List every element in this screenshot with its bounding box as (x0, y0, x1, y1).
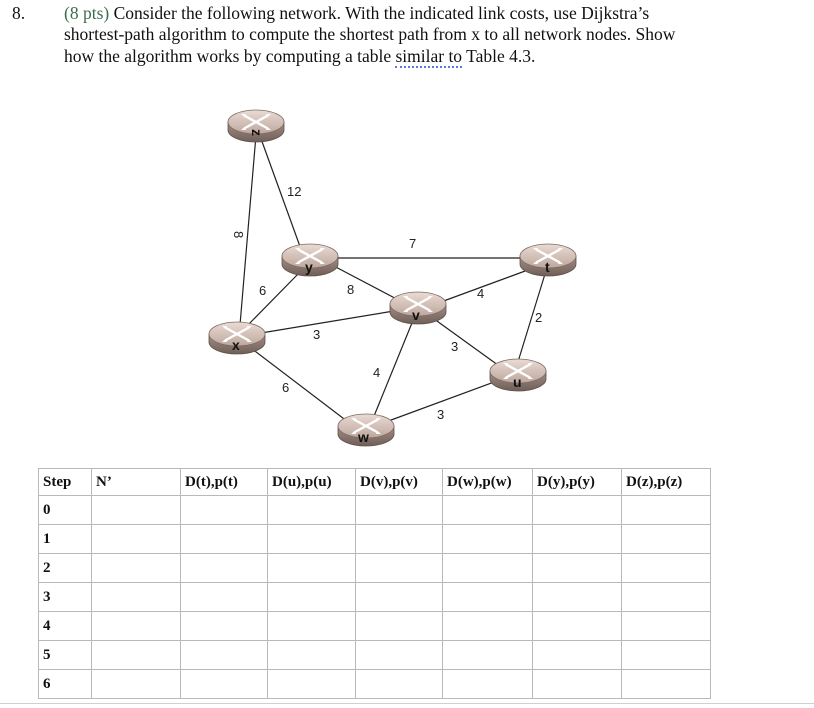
table-row (39, 612, 711, 641)
step-number: 5 (39, 641, 92, 670)
table-cell (443, 525, 533, 554)
step-number: 3 (39, 583, 92, 612)
table-row (39, 583, 711, 612)
link-x-w (247, 345, 352, 425)
router-w-label: w (358, 429, 369, 445)
question-line-2: shortest-path algorithm to compute the shortest path from x to all network nodes. Show (64, 24, 676, 44)
bottom-divider (0, 703, 814, 704)
table-cell (268, 554, 356, 583)
table-header-row (39, 469, 711, 496)
table-header-cell: D(y),p(y) (533, 469, 622, 496)
table-cell (533, 670, 622, 699)
table-cell (356, 583, 443, 612)
table-cell (268, 670, 356, 699)
router-x (209, 322, 265, 354)
question-line-3-end: Table 4.3. (462, 46, 536, 66)
step-number: 2 (39, 554, 92, 583)
router-z-label: z (249, 129, 265, 136)
step-number: 0 (39, 496, 92, 525)
router-v-label: v (412, 307, 420, 323)
table-cell (92, 496, 181, 525)
table-cell (268, 496, 356, 525)
cost-z-y: 12 (287, 184, 302, 199)
cost-w-u: 3 (437, 407, 445, 422)
cost-x-z: 8 (231, 231, 246, 239)
cost-y-t: 7 (409, 236, 417, 251)
table-cell (268, 583, 356, 612)
router-z (228, 110, 284, 142)
table-cell (356, 612, 443, 641)
table-cell (181, 496, 268, 525)
table-cell (533, 641, 622, 670)
router-y (282, 244, 338, 276)
dijkstra-table (38, 468, 711, 699)
step-number: 4 (39, 612, 92, 641)
table-body (39, 496, 711, 699)
router-y-label: y (305, 259, 313, 275)
table-cell (356, 554, 443, 583)
cost-y-v: 8 (347, 282, 355, 297)
cost-x-v: 3 (313, 327, 321, 342)
router-x-label: x (232, 337, 240, 353)
table-header-cell: D(z),p(z) (622, 469, 711, 496)
question-line-1-text: Consider the following network. With the indicated link costs, use Dijkstra’s (109, 3, 650, 23)
table-row (39, 554, 711, 583)
table-cell (356, 641, 443, 670)
link-x-z (240, 135, 256, 325)
table-header-cell: D(u),p(u) (268, 469, 356, 496)
question-line-3-start: how the algorithm works by computing a table (64, 46, 396, 66)
table-cell (443, 670, 533, 699)
table-cell (181, 641, 268, 670)
table-cell (181, 583, 268, 612)
table-cell (533, 496, 622, 525)
table-header-cell: D(t),p(t) (181, 469, 268, 496)
table-cell (443, 583, 533, 612)
step-number: 1 (39, 525, 92, 554)
table-cell (533, 583, 622, 612)
table-cell (443, 496, 533, 525)
router-w (338, 414, 394, 446)
link-x-y (245, 272, 300, 328)
table-header-cell: D(v),p(v) (356, 469, 443, 496)
table-cell (622, 641, 711, 670)
table-cell (622, 612, 711, 641)
table-cell (533, 525, 622, 554)
table-cell (356, 496, 443, 525)
table-cell (622, 496, 711, 525)
router-u-label: u (513, 374, 522, 390)
table-cell (356, 670, 443, 699)
question-number: 8. (12, 3, 26, 23)
cost-x-w: 6 (282, 380, 290, 395)
cost-v-u: 3 (451, 339, 459, 354)
router-u (490, 359, 546, 391)
table-cell (181, 554, 268, 583)
table-cell (533, 554, 622, 583)
table-cell (533, 612, 622, 641)
table-header-cell: Step (39, 469, 92, 496)
table-cell (92, 554, 181, 583)
router-t-label: t (545, 259, 550, 275)
link-v-u (430, 316, 502, 368)
step-number: 6 (39, 670, 92, 699)
table-cell (622, 670, 711, 699)
table-cell (268, 612, 356, 641)
table-row (39, 641, 711, 670)
table-cell (443, 612, 533, 641)
table-cell (181, 612, 268, 641)
table-cell (622, 525, 711, 554)
table-header-cell: N’ (92, 469, 181, 496)
cost-x-y: 6 (259, 283, 267, 298)
table-cell (268, 525, 356, 554)
table-cell (443, 554, 533, 583)
table-cell (622, 583, 711, 612)
router-v (390, 292, 446, 324)
table-cell (268, 641, 356, 670)
table-cell (92, 583, 181, 612)
table-row (39, 496, 711, 525)
cost-v-t: 4 (477, 286, 485, 301)
table-cell (443, 641, 533, 670)
table-cell (622, 554, 711, 583)
table-cell (356, 525, 443, 554)
table-cell (92, 670, 181, 699)
cost-w-v: 4 (373, 365, 381, 380)
table-cell (92, 525, 181, 554)
cost-t-u: 2 (535, 310, 543, 325)
table-header-cell: D(w),p(w) (443, 469, 533, 496)
table-row (39, 670, 711, 699)
question-points: (8 pts) (64, 3, 110, 23)
table-cell (92, 612, 181, 641)
table-cell (181, 525, 268, 554)
link-x-v (255, 310, 400, 334)
similar-to-underlined: similar to (395, 46, 463, 66)
table-cell (181, 670, 268, 699)
table-cell (92, 641, 181, 670)
table-row (39, 525, 711, 554)
router-t (520, 244, 576, 276)
